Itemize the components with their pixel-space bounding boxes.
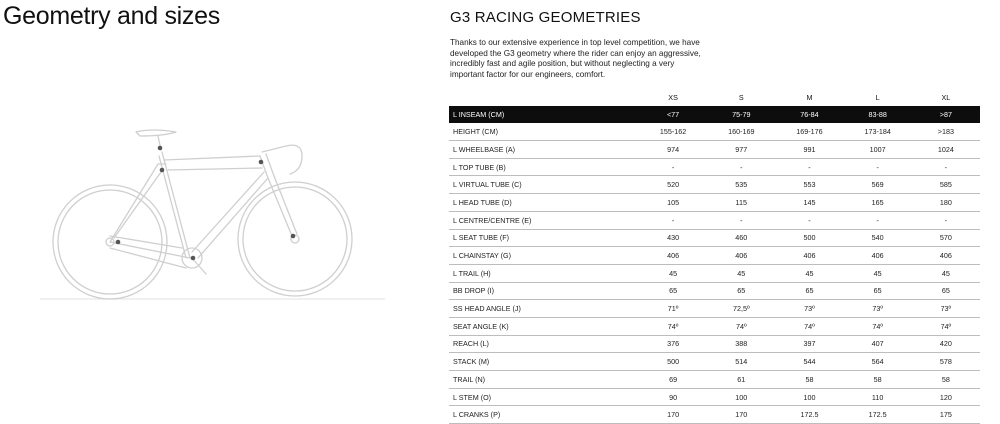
cell-value: 65 [912,282,980,300]
cell-value: - [707,158,775,176]
cell-value: 160-169 [707,123,775,141]
table-row [449,123,980,141]
geometry-table [449,89,980,424]
cell-value: 540 [844,229,912,247]
table-row [449,388,980,406]
row-label: L TRAIL (H) [449,264,639,282]
cell-value: 991 [775,141,843,159]
cell-value: 170 [707,406,775,424]
cell-value: 76-84 [775,106,843,123]
cell-value: 58 [912,371,980,389]
cell-value: - [912,158,980,176]
cell-value: 165 [844,194,912,212]
row-label: TRAIL (N) [449,371,639,389]
cell-value: - [639,158,707,176]
table-row [449,176,980,194]
cell-value: 145 [775,194,843,212]
row-label: L SEAT TUBE (F) [449,229,639,247]
cell-value: 72,5º [707,300,775,318]
row-label: L WHEELBASE (A) [449,141,639,159]
cell-value: 514 [707,353,775,371]
cell-value: 73º [912,300,980,318]
cell-value: 553 [775,176,843,194]
cell-value: 406 [912,247,980,265]
cell-value: 65 [707,282,775,300]
table-row [449,335,980,353]
cell-value: 564 [844,353,912,371]
bike-geometry-illustration [40,112,385,307]
cell-value: 90 [639,388,707,406]
table-row [449,300,980,318]
table-row [449,282,980,300]
cell-value: - [844,211,912,229]
cell-value: 73º [844,300,912,318]
cell-value: 175 [912,406,980,424]
table-row [449,106,980,123]
cell-value: 65 [775,282,843,300]
cell-value: 61 [707,371,775,389]
cell-value: 406 [775,247,843,265]
row-label: L CRANKS (P) [449,406,639,424]
cell-value: 170 [639,406,707,424]
row-label: SS HEAD ANGLE (J) [449,300,639,318]
size-header: S [738,92,744,102]
cell-value: - [775,158,843,176]
cell-value: 397 [775,335,843,353]
cell-value: 74º [844,317,912,335]
table-row [449,211,980,229]
cell-value: 578 [912,353,980,371]
cell-value: 45 [775,264,843,282]
cell-value: 45 [912,264,980,282]
cell-value: 1024 [912,141,980,159]
cell-value: 535 [707,176,775,194]
table-row [449,247,980,265]
cell-value: 585 [912,176,980,194]
size-header: M [806,92,813,102]
row-label: BB DROP (I) [449,282,639,300]
cell-value: 406 [639,247,707,265]
cell-value: 430 [639,229,707,247]
cell-value: 460 [707,229,775,247]
cell-value: 83-88 [844,106,912,123]
cell-value: 977 [707,141,775,159]
cell-value: 173-184 [844,123,912,141]
cell-value: 75-79 [707,106,775,123]
cell-value: 544 [775,353,843,371]
cell-value: 58 [775,371,843,389]
row-label: HEIGHT (CM) [449,123,639,141]
row-label: L INSEAM (CM) [449,106,639,123]
size-header: L [875,92,880,102]
cell-value: 71º [639,300,707,318]
table-row [449,158,980,176]
cell-value: <77 [639,106,707,123]
table-row [449,353,980,371]
cell-value: >87 [912,106,980,123]
row-label: L CENTRE/CENTRE (E) [449,211,639,229]
cell-value: 120 [912,388,980,406]
cell-value: 406 [707,247,775,265]
cell-value: 74º [912,317,980,335]
section-title: G3 RACING GEOMETRIES [450,9,641,26]
cell-value: 500 [639,353,707,371]
cell-value: 406 [844,247,912,265]
size-header: XS [668,92,678,102]
row-label: REACH (L) [449,335,639,353]
cell-value: >183 [912,123,980,141]
cell-value: 74º [775,317,843,335]
cell-value: 569 [844,176,912,194]
table-row [449,264,980,282]
row-label: STACK (M) [449,353,639,371]
cell-value: - [639,211,707,229]
table-header-row [449,89,980,106]
cell-value: 100 [707,388,775,406]
table-row [449,229,980,247]
cell-value: 500 [775,229,843,247]
table-row [449,194,980,212]
cell-value: 520 [639,176,707,194]
cell-value: 69 [639,371,707,389]
cell-value: - [844,158,912,176]
cell-value: 105 [639,194,707,212]
cell-value: 100 [775,388,843,406]
cell-value: 58 [844,371,912,389]
cell-value: 169-176 [775,123,843,141]
cell-value: 172.5 [775,406,843,424]
cell-value: 73º [775,300,843,318]
cell-value: 974 [639,141,707,159]
cell-value: 110 [844,388,912,406]
cell-value: 570 [912,229,980,247]
cell-value: 1007 [844,141,912,159]
cell-value: 388 [707,335,775,353]
table-row [449,371,980,389]
table-row [449,141,980,159]
cell-value: - [707,211,775,229]
row-label: L CHAINSTAY (G) [449,247,639,265]
cell-value: 420 [912,335,980,353]
cell-value: 376 [639,335,707,353]
cell-value: - [912,211,980,229]
cell-value: 65 [639,282,707,300]
cell-value: 407 [844,335,912,353]
row-label: L TOP TUBE (B) [449,158,639,176]
cell-value: 155-162 [639,123,707,141]
header-label-column [449,89,639,106]
cell-value: - [775,211,843,229]
cell-value: 115 [707,194,775,212]
intro-paragraph: Thanks to our extensive experience in top level competition, we have developed the G3 geometry where the rider can enjoy an aggressive, incredibly fast and agile position, but without neglecting a very important factor for our engineers, comfort. [450,38,701,79]
cell-value: 45 [844,264,912,282]
cell-value: 172.5 [844,406,912,424]
row-label: L STEM (O) [449,388,639,406]
cell-value: 45 [639,264,707,282]
cell-value: 74º [707,317,775,335]
table-row [449,317,980,335]
row-label: L HEAD TUBE (D) [449,194,639,212]
size-header: XL [941,92,951,102]
row-label: SEAT ANGLE (K) [449,317,639,335]
row-label: L VIRTUAL TUBE (C) [449,176,639,194]
cell-value: 74º [639,317,707,335]
cell-value: 180 [912,194,980,212]
page-title: Geometry and sizes [3,2,220,30]
cell-value: 45 [707,264,775,282]
cell-value: 65 [844,282,912,300]
